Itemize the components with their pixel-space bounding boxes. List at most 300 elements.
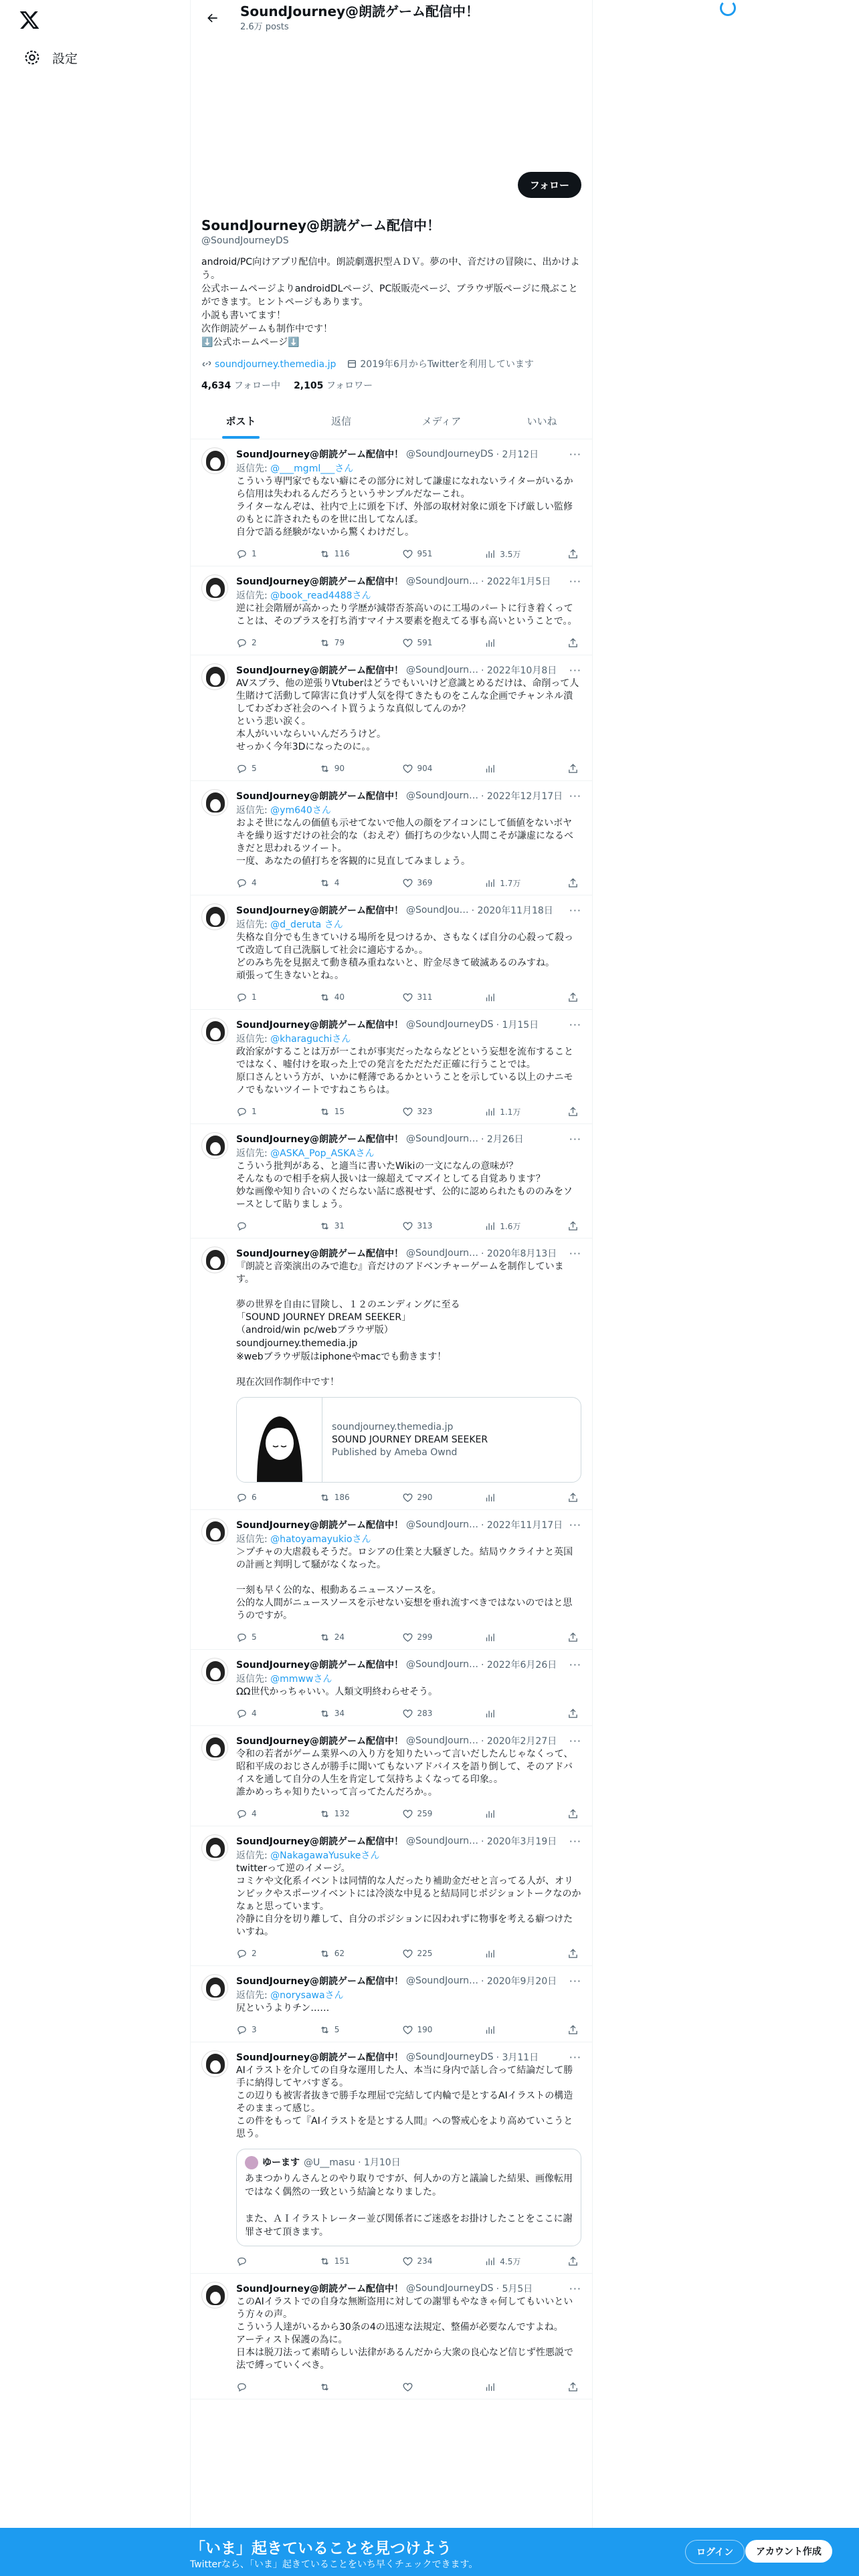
tweet[interactable]: [191, 1124, 592, 1239]
tweet-author-name[interactable]: SoundJourney@朗読ゲーム配信中！: [236, 791, 403, 802]
tweet-date[interactable]: · 2020年2月27日: [481, 1736, 557, 1747]
settings-label: 設定: [52, 51, 78, 66]
reply-prefix: 返信先:: [236, 591, 271, 601]
quoted-author-handle: @U__masu · 1月10日: [304, 2157, 401, 2168]
tweet-author-name[interactable]: SoundJourney@朗読ゲーム配信中！: [236, 2284, 403, 2294]
tweet-actions: [236, 546, 581, 562]
views-icon: [484, 877, 496, 889]
repost-button[interactable]: [319, 1632, 393, 1643]
reply-count: 5: [252, 764, 257, 773]
share-button[interactable]: [567, 1808, 579, 1820]
tweet-text: AIイラストを介しての自身な運用した人、本当に身内で話し合って結論だして勝手に納得してヤバすぎる。 この辺りも被害者抜きで勝手な理屈で完結して内輪で是とするAIイラストの構造そのままって感じ。 この件をもって『AIイラストを是とする人間』への警戒心をより高めていこうと思う。: [236, 2065, 573, 2139]
like-count: 591: [417, 638, 433, 647]
tweet-author-handle[interactable]: @SoundJourneyDS: [405, 1019, 494, 1030]
tweet-author-handle[interactable]: @SoundJourn…: [405, 665, 478, 675]
repost-button[interactable]: [319, 2381, 393, 2393]
avatar[interactable]: [201, 1018, 228, 1045]
tweet-author-handle[interactable]: @SoundJourn…: [405, 576, 478, 586]
like-count: 299: [417, 1632, 433, 1642]
reply-button[interactable]: [236, 1220, 310, 1232]
reply-to-handle[interactable]: @ym640さん: [270, 805, 331, 816]
avatar[interactable]: [201, 1518, 228, 1545]
repost-count: 186: [334, 1493, 350, 1502]
tweet-date[interactable]: · 2022年10月8日: [481, 665, 557, 676]
quoted-tweet[interactable]: [236, 2149, 581, 2246]
views-button[interactable]: [484, 763, 558, 774]
like-icon: [402, 877, 413, 889]
repost-icon: [319, 1808, 330, 1820]
reply-button[interactable]: [236, 763, 310, 774]
tweet-header: [236, 789, 581, 802]
repost-button[interactable]: [319, 1106, 393, 1117]
reply-to-handle[interactable]: @NakagawaYusukeさん: [270, 1850, 380, 1861]
arrow-left-icon: [206, 11, 219, 25]
reply-to-handle[interactable]: @hatoyamayukioさん: [270, 1534, 371, 1545]
tweet-date[interactable]: · 2月12日: [496, 449, 539, 460]
like-icon: [402, 637, 413, 649]
like-button[interactable]: [402, 2381, 476, 2393]
link-card-image: [237, 1398, 322, 1482]
more-icon[interactable]: ···: [569, 1658, 581, 1671]
avatar[interactable]: [201, 789, 228, 816]
share-button[interactable]: [567, 2381, 579, 2393]
views-button[interactable]: [484, 877, 558, 889]
avatar[interactable]: [201, 574, 228, 601]
like-button[interactable]: [402, 548, 476, 560]
like-icon: [402, 992, 413, 1003]
tweet-date[interactable]: · 2022年1月5日: [481, 576, 551, 587]
tweet-date[interactable]: · 1月15日: [496, 1020, 539, 1031]
views-count: 4.5万: [500, 2256, 521, 2266]
tweet-author-handle[interactable]: @SoundJourn…: [405, 1248, 478, 1259]
views-button[interactable]: [484, 1492, 558, 1503]
views-icon: [484, 1106, 496, 1117]
tweet-body: [236, 1974, 581, 2038]
tweet-body: [236, 1247, 581, 1505]
tweet-date[interactable]: · 2022年6月26日: [481, 1660, 557, 1671]
like-icon: [402, 1492, 413, 1503]
share-icon: [567, 2024, 579, 2036]
tweet[interactable]: [191, 1650, 592, 1726]
tweet-header: [236, 1734, 581, 1747]
more-icon[interactable]: ···: [569, 663, 581, 677]
tweet[interactable]: [191, 1726, 592, 1826]
joined-text: 2019年6月からTwitterを利用しています: [360, 359, 534, 370]
share-icon: [567, 548, 579, 560]
tweet-author-name[interactable]: SoundJourney@朗読ゲーム配信中！: [236, 1520, 403, 1531]
tweet-text: およそ世になんの価値も示せてないで他人の顔をアイコンにして価値をないボヤキを繰り返すだけの社会的な（おえぞ）価打ちの少ない人間こそが謙虚になるべきだと思われるツイート。 一度、あなたの値打ちを客観的に見直してみましょう。: [236, 818, 573, 867]
like-icon: [402, 1220, 413, 1232]
like-button[interactable]: [402, 2256, 476, 2267]
tweet-body: [236, 2050, 581, 2269]
reply-button[interactable]: [236, 2024, 310, 2036]
like-icon: [402, 1708, 413, 1719]
reply-button[interactable]: [236, 1492, 310, 1503]
tweet-date[interactable]: · 2020年11月18日: [471, 905, 553, 916]
share-icon: [567, 1220, 579, 1232]
repost-button[interactable]: [319, 2024, 393, 2036]
repost-icon: [319, 992, 330, 1003]
views-icon: [484, 2381, 496, 2393]
tweet-author-handle[interactable]: @SoundJourn…: [405, 1836, 478, 1846]
tweet[interactable]: [191, 1010, 592, 1124]
avatar[interactable]: [201, 663, 228, 690]
reply-button[interactable]: [236, 992, 310, 1003]
reply-icon: [236, 1632, 248, 1643]
tweet-actions: [236, 1629, 581, 1645]
tweet[interactable]: [191, 1826, 592, 1966]
tweet-text: このAIイラストでの自身な無断盗用に対しての謝罪もやなきゃ何してもいいという方々の声。 こういう人達がいるから30条の4の迅速な法規定、整備が必要なんですよね。 アーティスト保護の為に。 日本は脱刀法って素晴らしい法律があるんだから大衆の良心など信じず性悪説で法で縛っていくべき。: [236, 2296, 573, 2371]
reply-button[interactable]: [236, 2381, 310, 2393]
like-icon: [402, 2024, 413, 2036]
tweet-author-name[interactable]: SoundJourney@朗読ゲーム配信中！: [236, 1976, 403, 1987]
tweet-author-handle[interactable]: @SoundJourneyDS: [405, 2283, 494, 2294]
views-button[interactable]: [484, 1708, 558, 1719]
tweet-header: [236, 2050, 581, 2064]
reply-icon: [236, 1948, 248, 1959]
reply-icon: [236, 1492, 248, 1503]
following-count: 4,634: [201, 381, 231, 391]
repost-button[interactable]: [319, 1708, 393, 1719]
repost-button[interactable]: [319, 1220, 393, 1232]
more-icon[interactable]: ···: [569, 903, 581, 917]
tweet[interactable]: [191, 2274, 592, 2399]
reply-button[interactable]: [236, 1808, 310, 1820]
more-icon[interactable]: ···: [569, 574, 581, 588]
tweet-date[interactable]: · 2022年12月17日: [481, 791, 563, 802]
tweet-author-handle[interactable]: @SoundJourn…: [405, 1735, 478, 1746]
share-icon: [567, 1632, 579, 1643]
views-button[interactable]: [484, 992, 558, 1003]
tweet-author-handle[interactable]: @SoundJourn…: [405, 1659, 478, 1670]
tweet-link[interactable]: soundjourney.themedia.jp: [236, 1338, 358, 1349]
avatar[interactable]: [201, 1834, 228, 1861]
views-count: 1.6万: [500, 1221, 521, 1231]
like-count: 225: [417, 1949, 433, 1958]
more-icon[interactable]: ···: [569, 2050, 581, 2064]
calendar-icon: [347, 358, 357, 369]
more-icon[interactable]: ···: [569, 1834, 581, 1848]
like-icon: [402, 1632, 413, 1643]
tweet[interactable]: [191, 781, 592, 895]
follow-button[interactable]: フォロー: [518, 172, 581, 198]
tweet-header: [236, 1974, 581, 1988]
tweet-header: [236, 1834, 581, 1848]
reply-prefix: 返信先:: [236, 805, 271, 816]
tweet[interactable]: [191, 895, 592, 1010]
signup-button[interactable]: アカウント作成: [745, 2540, 832, 2563]
tweet-author-handle[interactable]: @SoundJou…: [405, 905, 469, 916]
like-count: 369: [417, 878, 433, 887]
avatar[interactable]: [201, 447, 228, 474]
like-button[interactable]: [402, 1948, 476, 1959]
reply-prefix: 返信先:: [236, 1674, 271, 1685]
tab-replies[interactable]: 返信: [330, 415, 351, 427]
tweet-actions: [236, 2253, 581, 2269]
tweet-author-name[interactable]: SoundJourney@朗読ゲーム配信中！: [236, 1736, 403, 1747]
tab-media[interactable]: メディア: [421, 415, 462, 427]
repost-count: 62: [334, 1949, 345, 1958]
reply-context: [236, 461, 581, 475]
tweet-date[interactable]: · 2020年9月20日: [481, 1976, 557, 1987]
views-button[interactable]: [484, 1808, 558, 1820]
tweet-author-handle[interactable]: @SoundJourn…: [405, 1134, 478, 1144]
views-button[interactable]: [484, 1948, 558, 1959]
share-button[interactable]: [567, 548, 579, 560]
like-button[interactable]: [402, 1106, 476, 1117]
reply-context: [236, 1032, 581, 1045]
repost-button[interactable]: [319, 992, 393, 1003]
tweet-author-handle[interactable]: @SoundJourn…: [405, 1519, 478, 1530]
like-icon: [402, 2381, 413, 2393]
login-button[interactable]: ログイン: [685, 2540, 745, 2564]
tweet-author-handle[interactable]: @SoundJourneyDS: [405, 2052, 494, 2062]
tweet-body: [236, 447, 581, 562]
tweet-body: [236, 2282, 581, 2395]
tweet-author-handle[interactable]: @SoundJourn…: [405, 1975, 478, 1986]
more-icon[interactable]: ···: [569, 1974, 581, 1988]
bottom-bar-title: 「いま」起きていることを見つけよう: [190, 2540, 452, 2557]
tweet[interactable]: [191, 2042, 592, 2274]
repost-count: 24: [334, 1632, 345, 1642]
avatar[interactable]: [201, 1132, 228, 1159]
like-button[interactable]: [402, 1708, 476, 1719]
tweet-author-name[interactable]: SoundJourney@朗読ゲーム配信中！: [236, 1249, 403, 1259]
reply-count: 2: [252, 1949, 257, 1958]
reply-context: [236, 803, 581, 817]
tweet-header: [236, 1018, 581, 1031]
tweet-actions: [236, 1103, 581, 1119]
share-button[interactable]: [567, 1948, 579, 1959]
x-logo-icon[interactable]: [19, 9, 41, 32]
reply-button[interactable]: [236, 548, 310, 560]
tweet-header: [236, 1132, 581, 1146]
reply-prefix: 返信先:: [236, 1850, 271, 1861]
following-link[interactable]: [201, 379, 280, 392]
like-count: 323: [417, 1107, 433, 1116]
repost-count: 31: [334, 1221, 345, 1230]
more-icon[interactable]: ···: [569, 447, 581, 461]
tweet-text: 逆に社会階層が高かったり学歴が減帯否茶高いのに工場のパートに行き着くってことは、そのプラスを打ち消すマイナス要素を抱えてる事も高いということで。。: [236, 603, 577, 627]
tweet-date[interactable]: · 5月5日: [496, 2284, 533, 2294]
views-button[interactable]: [484, 2024, 558, 2036]
share-icon: [567, 763, 579, 774]
tweet[interactable]: [191, 439, 592, 566]
like-count: 290: [417, 1493, 433, 1502]
repost-button[interactable]: [319, 1948, 393, 1959]
like-count: 259: [417, 1809, 433, 1818]
views-button[interactable]: [484, 1106, 558, 1117]
back-button[interactable]: [201, 7, 224, 29]
reply-button[interactable]: [236, 637, 310, 649]
website-link[interactable]: [201, 358, 336, 370]
reply-to-handle[interactable]: @mmwwさん: [270, 1674, 332, 1685]
share-button[interactable]: [567, 1492, 579, 1503]
website-text: soundjourney.themedia.jp: [215, 358, 337, 370]
tweet[interactable]: [191, 566, 592, 655]
tab-posts[interactable]: ポスト: [191, 404, 291, 439]
tweet-author-handle[interactable]: @SoundJourneyDS: [405, 449, 494, 459]
views-button[interactable]: [484, 548, 558, 560]
settings-link[interactable]: [16, 44, 84, 71]
tweet-author-name[interactable]: SoundJourney@朗読ゲーム配信中！: [236, 1660, 403, 1671]
share-icon: [567, 1106, 579, 1117]
repost-icon: [319, 637, 330, 649]
share-button[interactable]: [567, 992, 579, 1003]
reply-icon: [236, 992, 248, 1003]
reply-button[interactable]: [236, 1106, 310, 1117]
reply-icon: [236, 637, 248, 649]
avatar[interactable]: [201, 1658, 228, 1685]
tweet-author-name[interactable]: SoundJourney@朗読ゲーム配信中！: [236, 449, 403, 460]
repost-count: 79: [334, 638, 345, 647]
tweet-date[interactable]: · 3月11日: [496, 2052, 539, 2063]
tweet-author-name[interactable]: SoundJourney@朗読ゲーム配信中！: [236, 1836, 403, 1847]
like-button[interactable]: [402, 1808, 476, 1820]
reply-to-handle[interactable]: @norysawaさん: [270, 1990, 344, 2001]
tweet-actions: [236, 1489, 581, 1505]
repost-icon: [319, 548, 330, 560]
avatar[interactable]: [201, 2282, 228, 2309]
views-button[interactable]: [484, 2381, 558, 2393]
following-label: フォロー中: [233, 381, 281, 391]
tweet[interactable]: [191, 655, 592, 781]
tweet[interactable]: [191, 1966, 592, 2042]
share-button[interactable]: [567, 1708, 579, 1719]
share-button[interactable]: [567, 763, 579, 774]
link-card[interactable]: [236, 1397, 581, 1483]
avatar[interactable]: [201, 2050, 228, 2077]
like-button[interactable]: [402, 637, 476, 649]
reply-button[interactable]: [236, 1708, 310, 1719]
tweet-date[interactable]: · 2020年3月19日: [481, 1836, 557, 1847]
tab-likes[interactable]: いいね: [527, 415, 557, 427]
tweet-body: [236, 1018, 581, 1119]
like-icon: [402, 548, 413, 560]
tweet-author-name[interactable]: SoundJourney@朗読ゲーム配信中！: [236, 905, 403, 916]
timeline: [191, 439, 592, 2399]
reply-count: 4: [252, 1709, 257, 1718]
tweet-body: [236, 1132, 581, 1234]
tweet[interactable]: [191, 1510, 592, 1650]
avatar[interactable]: [201, 903, 228, 930]
more-icon[interactable]: ···: [569, 1734, 581, 1747]
share-button[interactable]: [567, 1220, 579, 1232]
more-icon[interactable]: ···: [569, 1518, 581, 1531]
like-button[interactable]: [402, 992, 476, 1003]
share-button[interactable]: [567, 637, 579, 649]
quoted-avatar: [245, 2156, 258, 2169]
tweet-author-name[interactable]: SoundJourney@朗読ゲーム配信中！: [236, 665, 403, 676]
tweet-date[interactable]: · 2022年11月17日: [481, 1520, 563, 1531]
more-icon[interactable]: ···: [569, 1247, 581, 1260]
like-button[interactable]: [402, 763, 476, 774]
tweet-body: [236, 1518, 581, 1645]
repost-button[interactable]: [319, 1492, 393, 1503]
views-button[interactable]: [484, 1632, 558, 1643]
tweet-text: ＞プチャの大虐殺もそうだ。ロシアの仕業と大騒ぎした。結局ウクライナと英国の計画と判明して騒がなくなった。 一刻も早く公的な、根動あるニュースソースを。 公的な人間がニュースソースを示せない妄想を垂れ流すべきではないのではと思うのですが。: [236, 1547, 573, 1621]
reply-button[interactable]: [236, 1632, 310, 1643]
more-icon[interactable]: ···: [569, 1018, 581, 1031]
reply-button[interactable]: [236, 1948, 310, 1959]
reply-to-handle[interactable]: @ASKA_Pop_ASKAさん: [270, 1148, 375, 1159]
reply-count: 5: [252, 1632, 257, 1642]
loading-spinner-icon: [720, 0, 736, 16]
like-button[interactable]: [402, 1220, 476, 1232]
reply-icon: [236, 877, 248, 889]
tweet-author-handle[interactable]: @SoundJourn…: [405, 790, 478, 801]
profile-section: [191, 179, 592, 392]
tweet-author-name[interactable]: SoundJourney@朗読ゲーム配信中！: [236, 1020, 403, 1031]
tweet-text: twitterって逆のイメージ。 コミケや文化系イベントは同情的な人だったり補助金だせと言ってる人が、オリンピックやスポーツイベントには冷淡な中見ると結局同じポジショントークなのかなぁと思っています。 冷静に自分を切り離して、自分のポジションに囚われずに物事を考える癖つけたいすね。: [236, 1863, 581, 1937]
tweet-author-name[interactable]: SoundJourney@朗読ゲーム配信中！: [236, 1134, 403, 1145]
profile-name: SoundJourney@朗読ゲーム配信中！: [201, 217, 441, 233]
like-button[interactable]: [402, 2024, 476, 2036]
more-icon[interactable]: ···: [569, 2282, 581, 2295]
repost-button[interactable]: [319, 637, 393, 649]
tweet-text: 令和の若者がゲーム業界への入り方を知りたいって言いだしたんじゃなくって、昭和平成のおじさんが勝手に聞いてもないアドバイスを語り倒して、そのアドバイスを通して自分の人生を肯定して気持ちよくなってる印象。。 誰かめっちゃ知りたいって言ってたんだろか。。: [236, 1749, 573, 1798]
avatar[interactable]: [201, 1247, 228, 1273]
tweet-author-name[interactable]: SoundJourney@朗読ゲーム配信中！: [236, 2052, 403, 2063]
views-button[interactable]: [484, 2256, 558, 2267]
share-button[interactable]: [567, 2024, 579, 2036]
tweet-actions: [236, 989, 581, 1005]
avatar[interactable]: [201, 1974, 228, 2001]
more-icon[interactable]: ···: [569, 1132, 581, 1146]
repost-button[interactable]: [319, 1808, 393, 1820]
repost-button[interactable]: [319, 763, 393, 774]
share-icon: [567, 1708, 579, 1719]
share-button[interactable]: [567, 2256, 579, 2267]
bottom-signup-bar: [0, 2528, 859, 2576]
reply-button[interactable]: [236, 877, 310, 889]
reply-prefix: 返信先:: [236, 1990, 271, 2001]
reply-to-handle[interactable]: @kharaguchiさん: [270, 1034, 351, 1045]
followers-link[interactable]: [294, 379, 373, 392]
tweet[interactable]: [191, 1239, 592, 1510]
reply-to-handle[interactable]: @book_read4488さん: [270, 591, 371, 601]
repost-button[interactable]: [319, 877, 393, 889]
like-button[interactable]: [402, 1492, 476, 1503]
share-button[interactable]: [567, 1106, 579, 1117]
tweet-date[interactable]: · 2020年8月13日: [481, 1249, 557, 1259]
repost-button[interactable]: [319, 2256, 393, 2267]
tweet-author-name[interactable]: SoundJourney@朗読ゲーム配信中！: [236, 576, 403, 587]
views-button[interactable]: [484, 1220, 558, 1232]
follow-stats: [201, 379, 581, 392]
views-icon: [484, 1632, 496, 1643]
avatar[interactable]: [201, 1734, 228, 1761]
repost-count: 90: [334, 764, 345, 773]
reply-button[interactable]: [236, 2256, 310, 2267]
reply-icon: [236, 1708, 248, 1719]
reply-to-handle[interactable]: @___mgml___さん: [270, 463, 354, 474]
header-post-count: 2.6万 posts: [240, 22, 289, 32]
more-icon[interactable]: ···: [569, 789, 581, 802]
profile-banner: [191, 35, 592, 169]
repost-button[interactable]: [319, 548, 393, 560]
like-button[interactable]: [402, 877, 476, 889]
views-button[interactable]: [484, 637, 558, 649]
tweet-date[interactable]: · 2月26日: [481, 1134, 524, 1145]
followers-count: 2,105: [294, 381, 324, 391]
share-button[interactable]: [567, 877, 579, 889]
reply-to-handle[interactable]: @d_deruta さん: [270, 920, 343, 930]
reply-icon: [236, 1106, 248, 1117]
views-icon: [484, 1220, 496, 1232]
like-button[interactable]: [402, 1632, 476, 1643]
share-button[interactable]: [567, 1632, 579, 1643]
